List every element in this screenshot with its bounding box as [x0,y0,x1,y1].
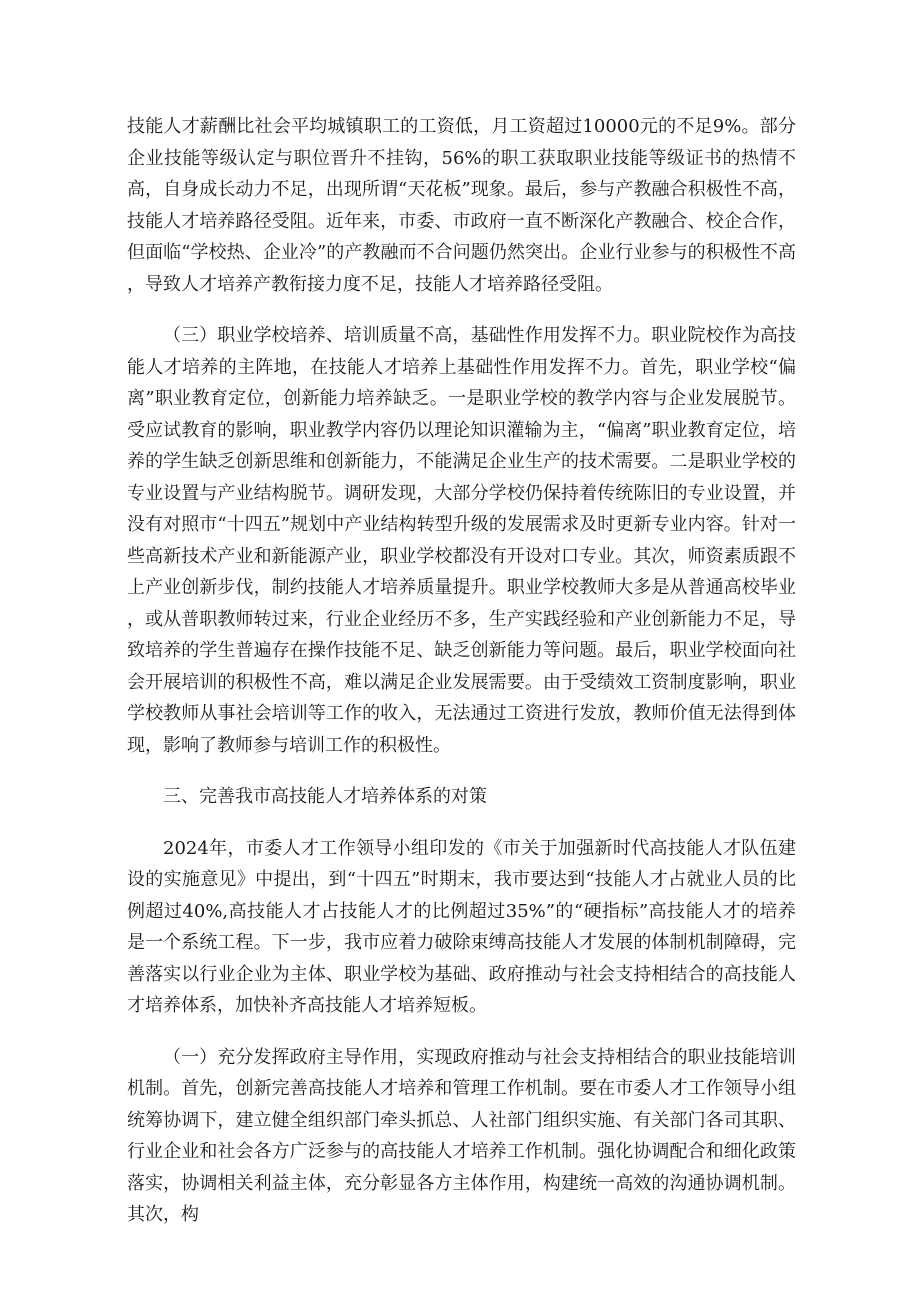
paragraph-vocational-school-quality: （三）职业学校培养、培训质量不高，基础性作用发挥不力。职业院校作为高技能人才培养的主阵地，在技能人才培养上基础性作用发挥不力。首先，职业学校“偏离”职业教育定位，创新能力培养缺乏。一是职业学校的教学内容与企业发展脱节。受应试教育的影响，职业教学内容仍以理论知识灌输为主，“偏离”职业教育定位，培养的学生缺乏创新思维和创新能力，不能满足企业生产的技术需要。二是职业学校的专业设置与产业结构脱节。调研发现，大部分学校仍保持着传统陈旧的专业设置，并没有对照市“十四五”规划中产业结构转型升级的发展需求及时更新专业内容。针对一些高新技术产业和新能源产业，职业学校都没有开设对口专业。其次，师资素质跟不上产业创新步伐，制约技能人才培养质量提升。职业学校教师大多是从普通高校毕业，或从普职教师转过来，行业企业经历不多，生产实践经验和产业创新能力不足，导致培养的学生普遍存在操作技能不足、缺乏创新能力等问题。最后，职业学校面向社会开展培训的积极性不高，难以满足企业发展需要。由于受绩效工资制度影响，职业学校教师从事社会培训等工作的收入，无法通过工资进行发放，教师价值无法得到体现，影响了教师参与培训工作的积极性。 [127,325,796,756]
paragraph-2024-plan: 2024年，市委人才工作领导小组印发的《市关于加强新时代高技能人才队伍建设的实施意见》中提出，到“十四五”时期末，我市要达到“技能人才占就业人员的比例超过40%,高技能人才占技能人才的比例超过35%”的“硬指标”高技能人才的培养是一个系统工程。下一步，我市应着力破除束缚高技能人才发展的体制机制障碍，完善落实以行业企业为主体、职业学校为基础、政府推动与社会支持相结合的高技能人才培养体系，加快补齐高技能人才培养短板。 [127,837,796,1016]
section-heading-countermeasures: 三、完善我市高技能人才培养体系的对策 [163,786,487,807]
paragraph-government-role: （一）充分发挥政府主导作用，实现政府推动与社会支持相结合的职业技能培训机制。首先，创新完善高技能人才培养和管理工作机制。要在市委人才工作领导小组统筹协调下，建立健全组织部门牵头抓总、人社部门组织实施、有关部门各司其职、行业企业和社会各方广泛参与的高技能人才培养工作机制。强化协调配合和细化政策落实，协调相关利益主体，充分彰显各方主体作用，构建统一高效的沟通协调机制。其次，构 [127,1046,796,1225]
paragraph-salary-gap: 技能人才薪酬比社会平均城镇职工的工资低，月工资超过10000元的不足9%。部分企业技能等级认定与职位晋升不挂钩，56%的职工获取职业技能等级证书的热情不高，自身成长动力不足，出现所谓“天花板”现象。最后，参与产教融合积极性不高，技能人才培养路径受阻。近年来，市委、市政府一直不断深化产教融合、校企合作，但面临“学校热、企业冷”的产教融而不合问题仍然突出。企业行业参与的积极性不高，导致人才培养产教衔接力度不足，技能人才培养路径受阻。 [127,116,796,295]
document-page [127,111,796,1251]
